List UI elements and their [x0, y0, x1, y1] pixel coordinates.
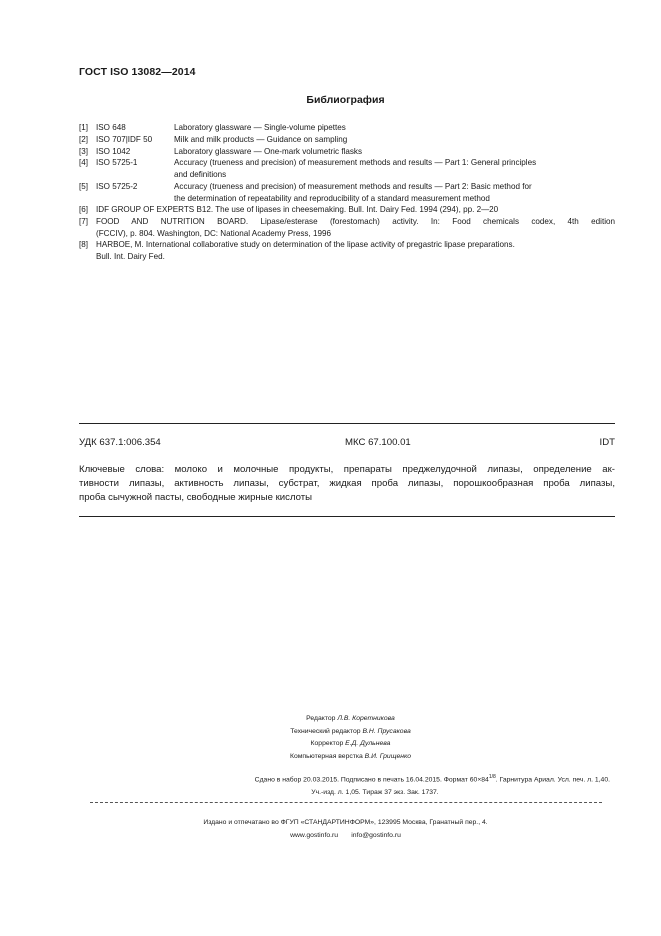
standard-code: ISO 5725-1 [96, 158, 138, 167]
item-number: [8] [79, 240, 88, 249]
keywords-paragraph [79, 463, 615, 504]
udc-code: УДК 637.1:006.354 [79, 437, 161, 448]
print-details [90, 771, 610, 799]
publisher-contacts [30, 830, 661, 843]
tech-editor-line [40, 726, 661, 739]
standard-code: ISO 1042 [96, 147, 131, 156]
standard-code: ISO 5725-2 [96, 182, 138, 191]
layout-name: В.И. Грищенко [364, 752, 411, 760]
corrector-label: Корректор [310, 740, 344, 748]
section-divider [79, 516, 615, 517]
format-fraction: 1/8 [488, 774, 496, 780]
bibliography-list [79, 122, 615, 272]
item-number: [2] [79, 135, 88, 144]
item-number: [6] [79, 205, 88, 214]
item-title: Milk and milk products — Guidance on sampling [174, 135, 348, 144]
editor-label: Редактор [306, 715, 336, 722]
editor-name: Л.В. Коретникова [337, 715, 395, 722]
equivalence-degree: IDT [599, 437, 615, 448]
item-citation: HARBOE, M. International collaborative study on determination of the lipase activity of pregastric lipase preparations. [96, 240, 515, 249]
item-title: Accuracy (trueness and precision) of measurement methods and results — Part 1: General principles [174, 158, 537, 167]
editorial-credits [0, 713, 661, 763]
item-title: Laboratory glassware — One-mark volumetric flasks [174, 147, 363, 156]
publisher-address: Издано и отпечатано во ФГУП «СТАНДАРТИНФОРМ», 123995 Москва, Гранатный пер., 4. [203, 819, 488, 826]
corrector-line [40, 738, 661, 751]
print-run-line: Уч.-изд. л. 1,05. Тираж 37 экз. Зак. 1737. [311, 788, 439, 796]
section-divider [79, 423, 615, 424]
item-number: [7] [79, 217, 88, 226]
layout-line [40, 751, 661, 764]
standard-code: ISO 707|IDF 50 [96, 135, 153, 144]
item-citation: IDF GROUP OF EXPERTS B12. The use of lipases in cheesemaking. Bull. Int. Dairy Fed. 1994 (294), pp. 2—20 [96, 205, 499, 214]
item-citation: FOOD AND NUTRITION BOARD. Lipase/esterase (forestomach) activity. In: Food chemicals codex, 4th edition [96, 217, 615, 226]
item-number: [3] [79, 147, 88, 156]
bibliography-heading: Библиография [306, 94, 385, 106]
item-number: [1] [79, 123, 88, 132]
standard-code: ISO 648 [96, 123, 126, 132]
item-title-continued: the determination of repeatability and reproducibility of a standard measurement method [174, 193, 490, 203]
keywords-line: Ключевые слова: молоко и молочные продукты, препараты преджелудочной липазы, определение ак- [79, 464, 615, 475]
item-number: [4] [79, 158, 88, 167]
keywords-line: тивности липазы, активность липазы, субстрат, жидкая проба липазы, порошкообразная проба липазы, [79, 477, 615, 489]
item-title: Accuracy (trueness and precision) of measurement methods and results — Part 2: Basic method for [174, 182, 532, 191]
item-citation-continued: Bull. Int. Dairy Fed. [96, 251, 165, 261]
item-citation-continued: (FCCIV), p. 804. Washington, DC: National Academy Press, 1996 [96, 228, 331, 238]
editor-line [40, 713, 661, 726]
dashed-divider [90, 802, 602, 803]
item-title-continued: and definitions [174, 169, 227, 179]
publisher-info [0, 817, 661, 842]
print-dates: Сдано в набор 20.03.2015. Подписано в печать 16.04.2015. Формат 60×84 [254, 776, 489, 784]
tech-editor-name: В.Н. Прусакова [362, 727, 411, 735]
corrector-name: Е.Д. Дульнева [345, 740, 391, 748]
layout-label: Компьютерная верстка [289, 752, 363, 760]
print-specs: . Гарнитура Ариал. Усл. печ. л. 1,40. [495, 776, 610, 784]
email-link[interactable]: info@gostinfo.ru [351, 831, 401, 839]
website-link[interactable]: www.gostinfo.ru [290, 831, 339, 839]
print-details-line [90, 771, 610, 787]
mks-code: МКС 67.100.01 [345, 437, 411, 448]
document-code: ГОСТ ISO 13082—2014 [79, 66, 196, 78]
item-title: Laboratory glassware — Single-volume pipettes [174, 123, 346, 132]
tech-editor-label: Технический редактор [290, 727, 361, 735]
item-number: [5] [79, 182, 88, 191]
keywords-line: проба сычужной пасты, свободные жирные кислоты [79, 491, 313, 503]
